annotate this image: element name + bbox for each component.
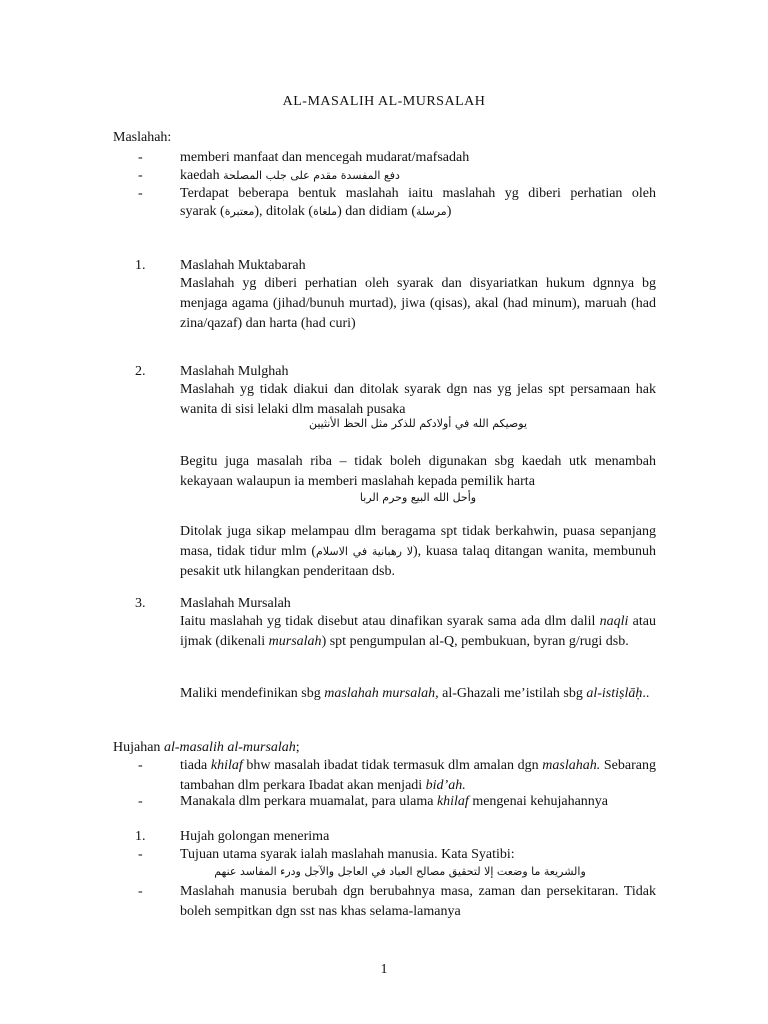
italic-term: khilaf: [210, 758, 243, 773]
italic-term: mursalah: [268, 634, 322, 649]
section-body: [180, 612, 656, 652]
italic-term: khilaf: [436, 794, 469, 809]
section-number: 3.: [135, 596, 146, 611]
bullet-text: Tujuan utama syarak ialah maslahah manusia. Kata Syatibi:: [180, 847, 515, 862]
text-fragment: al-Ghazali me’istilah sbg: [438, 686, 587, 701]
bullet-text: Terdapat beberapa bentuk maslahah iaitu maslahah yg diberi perhatian oleh: [180, 186, 656, 201]
bullet-text: Maslahah manusia berubah dgn berubahnya masa, zaman dan persekitaran. Tidak boleh sempitkan dgn sst nas khas selama-lamanya: [180, 884, 656, 919]
bullet-text: [180, 792, 656, 812]
italic-term: maslahah mursalah,: [324, 686, 439, 701]
maslahah-heading: Maslahah:: [113, 130, 172, 145]
bullet-dash: -: [138, 794, 143, 809]
text-fragment: ), kuasa talaq ditangan wanita, membunuh pesakit utk hilangkan penderitaan dsb.: [180, 544, 657, 579]
italic-term: naqli: [599, 614, 629, 629]
arabic-text: ملغاة: [313, 205, 338, 218]
italic-term: al-masalih al-mursalah: [163, 740, 296, 755]
arabic-text: لا رهبانية في الاسلام: [316, 545, 413, 558]
text-fragment: bhw masalah ibadat tidak termasuk dlm amalan dgn: [242, 758, 543, 773]
text-fragment: Manakala dlm perkara muamalat, para ulama: [180, 794, 437, 809]
section-title: Hujah golongan menerima: [180, 829, 330, 844]
text-fragment: Maliki mendefinikan sbg: [180, 686, 325, 701]
italic-term: al-istiṣlāḥ: [586, 686, 643, 701]
section-paragraph: Begitu juga masalah riba – tidak boleh digunakan sbg kaedah utk menambah kekayaan walaupun ia memberi maslahah kepada pemilik harta: [180, 454, 656, 489]
section-number: 1.: [135, 829, 146, 844]
arabic-text: دفع المفسدة مقدم على جلب المصلحة: [223, 169, 400, 182]
text-fragment: ), ditolak (: [254, 204, 314, 219]
arabic-verse: يوصيكم الله في أولادكم للذكر مثل الحظ الأنثيين: [308, 417, 528, 430]
arabic-verse: وأحل الله البيع وحرم الربا: [359, 491, 477, 504]
page-number: 1: [380, 962, 388, 977]
section-paragraph: [180, 522, 656, 582]
bullet-dash: -: [138, 150, 143, 165]
section-body: Maslahah yg diberi perhatian oleh syarak dan disyariatkan hukum dgnnya bg menjaga agama (jihad/bunuh murtad), jiwa (qisas), akal (had minum), maruah (had zina/qazaf) dan harta (had curi): [180, 276, 656, 331]
section-title: Maslahah Muktabarah: [180, 258, 306, 273]
italic-term: maslahah.: [542, 758, 601, 773]
bullet-dash: -: [138, 186, 143, 201]
text-fragment: ): [446, 204, 452, 219]
text-fragment: ..: [642, 686, 650, 701]
bullet-dash: -: [138, 758, 143, 773]
section-title: Maslahah Mulghah: [180, 364, 289, 379]
arabic-text: معتبرة: [224, 205, 255, 218]
arabic-quote: والشريعة ما وضعت إلا لتحقيق مصالح العباد في العاجل والآجل ودرء المفاسد عنهم: [214, 865, 586, 878]
section-number: 2.: [135, 364, 146, 379]
text-fragment: ) dan didiam (: [337, 204, 416, 219]
italic-term: bid’ah.: [425, 778, 466, 793]
bullet-text: [180, 166, 656, 186]
text-fragment: mengenai kehujahannya: [468, 794, 608, 809]
text-fragment: atau ijmak (dikenali: [180, 614, 656, 649]
text-fragment: syarak (: [180, 204, 225, 219]
text-fragment: ) spt pengumpulan al-Q, pembukuan, byran g/rugi dsb.: [321, 634, 629, 649]
arabic-text: مرسلة: [415, 205, 447, 218]
text-fragment: Iaitu maslahah yg tidak disebut atau dinafikan syarak sama ada dlm dalil: [180, 614, 600, 629]
text-fragment: Sebarang tambahan dlm perkara Ibadat akan menjadi: [180, 758, 656, 793]
bullet-dash: -: [138, 847, 143, 862]
page-title: AL-MASALIH AL-MURSALAH: [282, 94, 486, 109]
text-fragment: ;: [295, 740, 300, 755]
text-fragment: Ditolak juga sikap melampau dlm beragama spt tidak berkahwin, puasa sepanjang masa, tidak tidur mlm (: [180, 524, 656, 559]
bullet-dash: -: [138, 884, 143, 899]
section-number: 1.: [135, 258, 146, 273]
bullet-prefix: kaedah: [180, 168, 224, 183]
section-paragraph: [180, 684, 656, 704]
section-title: Maslahah Mursalah: [180, 596, 291, 611]
text-fragment: Hujahan: [113, 740, 164, 755]
bullet-text-line2: [180, 202, 656, 222]
bullet-dash: -: [138, 168, 143, 183]
hujahan-heading: [113, 738, 300, 758]
bullet-text: [180, 756, 656, 796]
bullet-text: memberi manfaat dan mencegah mudarat/mafsadah: [180, 150, 470, 165]
text-fragment: tiada: [180, 758, 211, 773]
section-body: Maslahah yg tidak diakui dan ditolak syarak dgn nas yg jelas spt persamaan hak wanita di sisi lelaki dlm masalah pusaka: [180, 382, 656, 417]
